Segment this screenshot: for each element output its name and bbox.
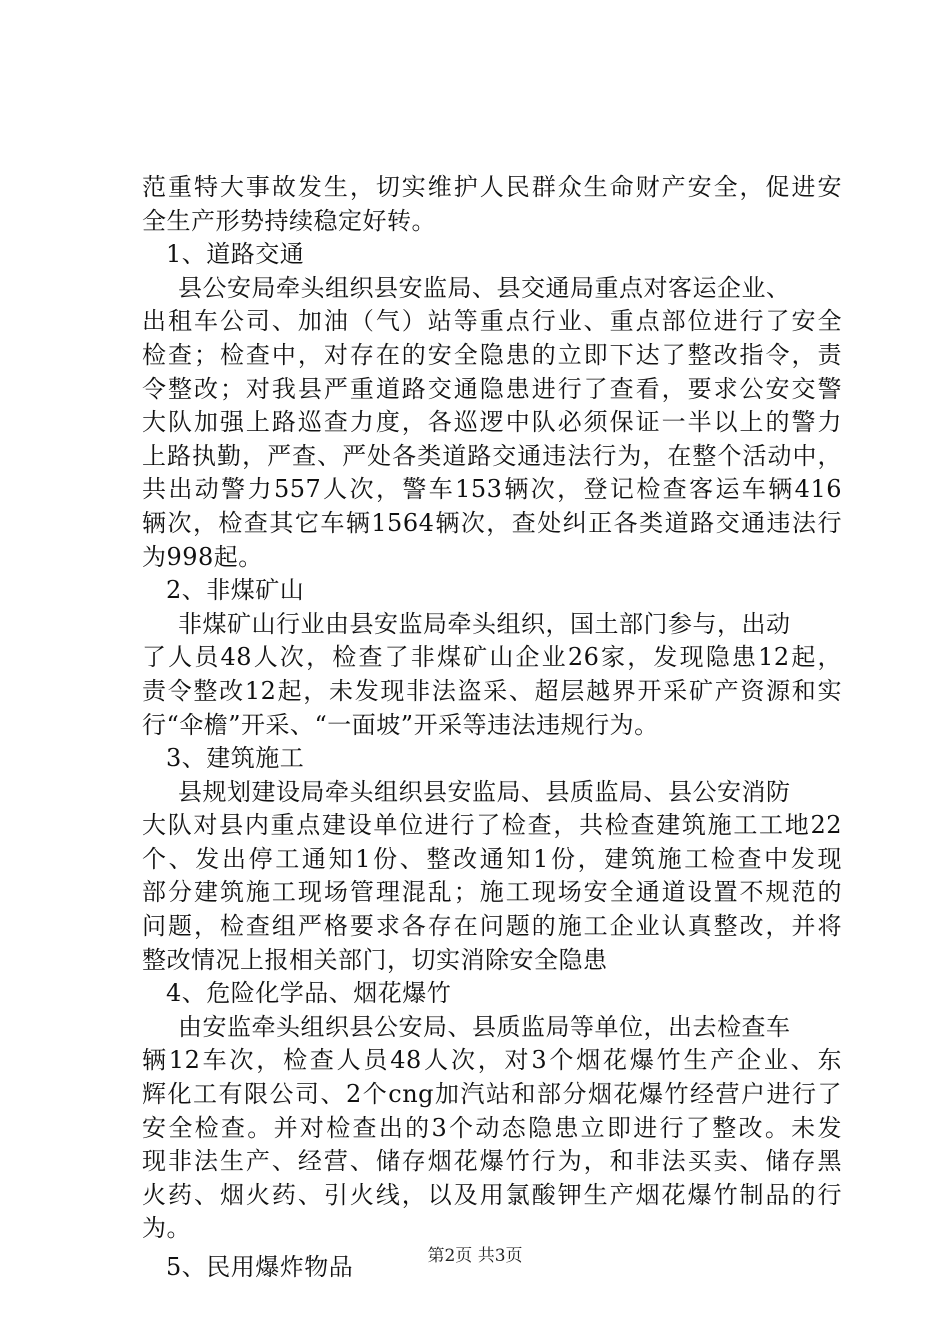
text-line: 共出动警力557人次，警车153辆次，登记检查客运车辆416 [142,475,842,504]
text-line: 令整改；对我县严重道路交通隐患进行了查看，要求公安交警 [142,374,842,403]
paragraph-first-line: 由安监牵头组织县公安局、县质监局等单位，出去检查车 [178,1012,791,1041]
text-line: 个、发出停工通知1份、整改通知1份，建筑施工检查中发现 [142,844,842,873]
text-line: 出租车公司、加油（气）站等重点行业、重点部位进行了安全 [142,307,842,336]
text-line: 现非法生产、经营、储存烟花爆竹行为，和非法买卖、储存黑 [142,1147,842,1176]
paragraph-first-line: 县规划建设局牵头组织县安监局、县质监局、县公安消防 [178,777,791,806]
page-footer: 第2页 共3页 [427,1246,523,1266]
paragraph-first-line: 非煤矿山行业由县安监局牵头组织，国土部门参与，出动 [178,609,791,638]
section-heading: 4、危险化学品、烟花爆竹 [166,979,452,1008]
paragraph-first-line: 县公安局牵头组织县安监局、县交通局重点对客运企业、 [178,273,791,302]
text-line: 整改情况上报相关部门，切实消除安全隐患 [142,945,608,974]
section-heading: 3、建筑施工 [166,744,305,773]
document-body [142,171,842,1285]
section-heading: 1、道路交通 [166,240,305,269]
text-line: 安全检查。并对检查出的3个动态隐患立即进行了整改。未发 [142,1113,842,1142]
text-line: 检查；检查中，对存在的安全隐患的立即下达了整改指令，责 [142,340,842,369]
text-line: 行“伞檐”开采、“一面坡”开采等违法违规行为。 [142,710,659,739]
text-line: 上路执勤，严查、严处各类道路交通违法行为，在整个活动中， [142,441,842,470]
text-line: 问题，检查组严格要求各存在问题的施工企业认真整改，并将 [142,912,842,941]
text-line: 部分建筑施工现场管理混乱；施工现场安全通道设置不规范的 [142,878,842,907]
text-line: 大队加强上路巡查力度，各巡逻中队必须保证一半以上的警力 [142,408,842,437]
text-line: 辉化工有限公司、2个cng加汽站和部分烟花爆竹经营户进行了 [142,1080,842,1109]
text-line: 辆12车次，检查人员48人次，对3个烟花爆竹生产企业、东 [142,1046,842,1075]
text-line: 了人员48人次，检查了非煤矿山企业26家，发现隐患12起， [142,643,842,672]
text-line: 全生产形势持续稳定好转。 [142,206,436,235]
text-line: 为998起。 [142,542,263,571]
text-line: 大队对县内重点建设单位进行了检查，共检查建筑施工工地22 [142,811,842,840]
text-line: 为。 [142,1214,191,1243]
text-line: 火药、烟火药、引火线，以及用氯酸钾生产烟花爆竹制品的行 [142,1180,842,1209]
text-line: 责令整改12起，未发现非法盗采、超层越界开采矿产资源和实 [142,676,842,705]
text-line: 辆次，检查其它车辆1564辆次，查处纠正各类道路交通违法行 [142,508,842,537]
text-line: 范重特大事故发生，切实维护人民群众生命财产安全，促进安 [142,173,842,201]
section-heading: 5、民用爆炸物品 [166,1253,354,1281]
section-heading: 2、非煤矿山 [166,576,305,605]
